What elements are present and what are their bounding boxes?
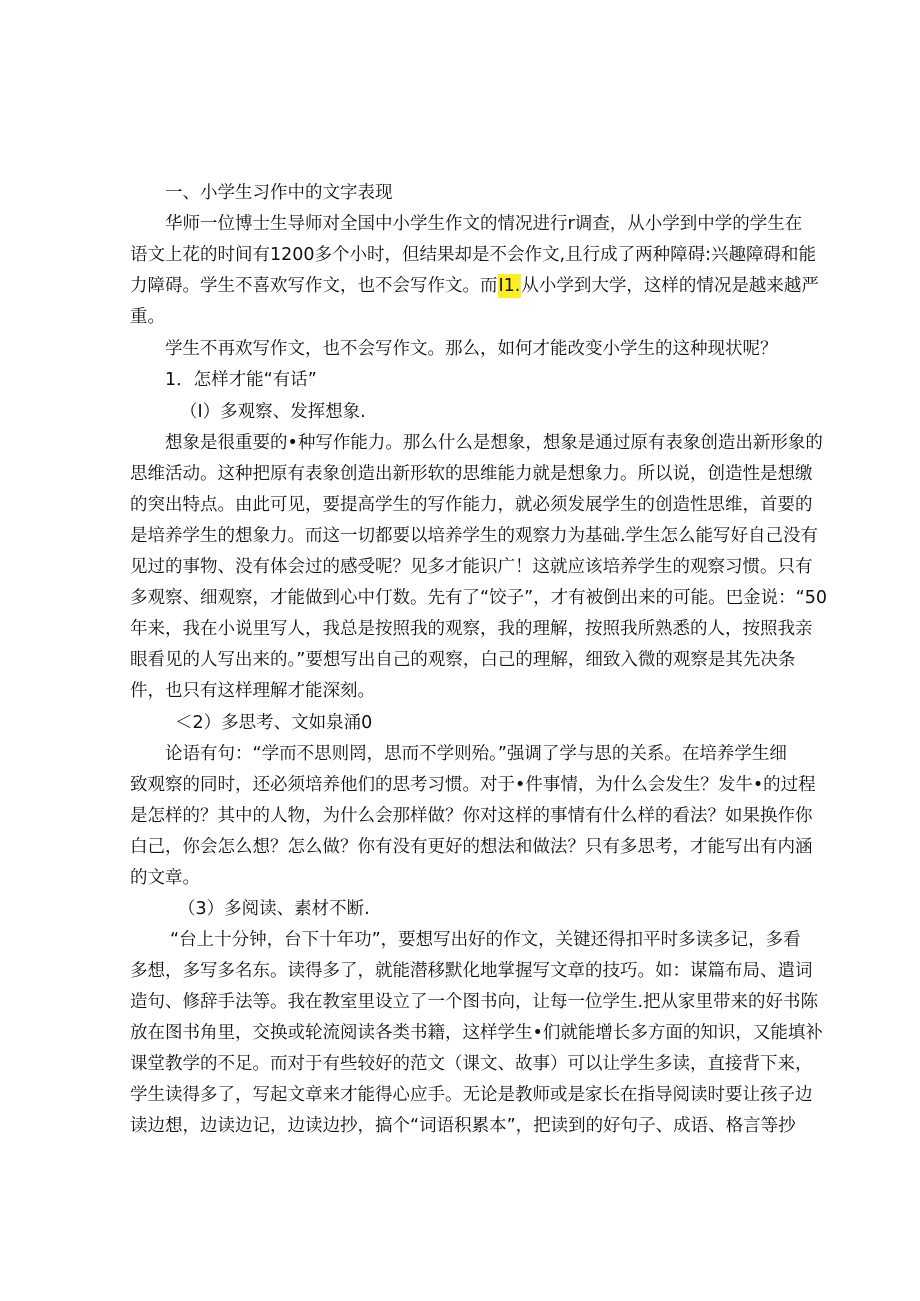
intro-line-3-start: 力障碍。学生不喜欢写作文，也不会写作文。而 [130, 276, 498, 296]
paragraph-line: 学生读得多了，写起文章来才能得心应手。无论是教师或是家长在指导阅读时要让孩子边 [130, 1085, 813, 1105]
intro-line-4: 重。 [130, 307, 165, 327]
paragraph-line: 见过的事物、没有体会过的感受呢？见多才能识广！这就应该培养学生的观察习惯。只有 [130, 557, 813, 577]
section-title: 一、小学生习作中的文字表现 [165, 183, 393, 203]
point-2-heading: ＜2）多思考、文如泉涌0 [175, 713, 373, 733]
paragraph-line: 是怎样的？其中的人物，为什么会那样做？你对这样的事情有什么样的看法？如果换作你 [130, 806, 813, 826]
paragraph-line: 多想，多写多名东。读得多了，就能潜移默化地掌握写文章的技巧。如：谋篇布局、遣词 [130, 961, 813, 981]
paragraph-line: 思维活动。这种把原有表象创造出新形软的思维能力就是想象力。所以说，创造性是想缴 [130, 464, 813, 484]
highlighted-text: I1. [498, 276, 521, 296]
intro-line-3-end: 从小学到大学，这样的情况是越来越严 [521, 276, 819, 296]
paragraph-line: 是培养学生的想象力。而这一切都要以培养学生的观察力为基础.学生怎么能写好自己没有 [130, 526, 819, 546]
paragraph-line: 的突出特点。由此可见，要提高学生的写作能力，就必须发展学生的创造性思维，首要的 [130, 495, 813, 515]
question-paragraph: 学生不再欢写作文，也不会写作文。那么，如何才能改变小学生的这种现状呢？ [165, 339, 778, 359]
paragraph-line: 多观察、细观察，才能做到心中仃数。先有了“饺子”，才有被倒出来的可能。巴金说：“50 [130, 588, 827, 608]
intro-line-3 [130, 271, 819, 301]
subsection-heading-1: 1．怎样才能“有话” [165, 370, 317, 390]
paragraph-line: 白己，你会怎么想？怎么做？你有没有更好的想法和做法？只有多思考，才能写出有内涵 [130, 837, 813, 857]
point-3-heading: （3）多阅读、素材不断. [178, 899, 370, 919]
paragraph-line: 致观察的同时，还必须培养他们的思考习惯。对于•件事情，为什么会发生？发牛•的过程 [130, 775, 816, 795]
paragraph-line: 的文章。 [130, 868, 200, 888]
paragraph-line: 读边想，边读边记，边读边抄，搞个“词语积累本”，把读到的好句子、成语、格言等抄 [130, 1116, 796, 1136]
paragraph-line: “台上十分钟，台下十年功”，要想写出好的作文，关键还得扣平时多读多记，多看 [170, 930, 801, 950]
intro-line-2: 语文上花的时间有1200多个小时，但结果却是不会作文,且行成了两种障碍:兴趣障碍和能 [130, 245, 816, 265]
paragraph-line: 件，也只有这样理解才能深刻。 [130, 681, 375, 701]
paragraph-line: 年来，我在小说里写人，我总是按照我的观察，我的理解，按照我所熟悉的人，按照我亲 [130, 619, 813, 639]
paragraph-line: 论语有句：“学而不思则罔，思而不学则殆。”强调了学与思的关系。在培养学生细 [165, 744, 787, 764]
intro-line-1: 华师一位博士生导师对全国中小学生作文的情况进行r调查，从小学到中学的学生在 [165, 214, 803, 234]
paragraph-line: 造句、修辞手法等。我在教室里设立了一个图书向，让每一位学生.把从家里带来的好书陈 [130, 992, 819, 1012]
paragraph-line: 放在图书角里，交换或轮流阅读各类书籍，这样学生•们就能增长多方面的知识，又能填补 [130, 1023, 823, 1043]
paragraph-line: 眼看见的人写出来的。”要想写出自己的观察，白己的理解，细致入微的观察是其先决条 [130, 650, 796, 670]
point-1-heading: （I）多观察、发挥想象. [180, 402, 366, 422]
paragraph-line: 想象是很重要的•种写作能力。那么什么是想象，想象是通过原有表象创造出新形象的 [165, 433, 823, 453]
paragraph-line: 课堂教学的不足。而对于有些较好的范文（课文、故事）可以让学生多读，直接背下来， [130, 1054, 813, 1074]
